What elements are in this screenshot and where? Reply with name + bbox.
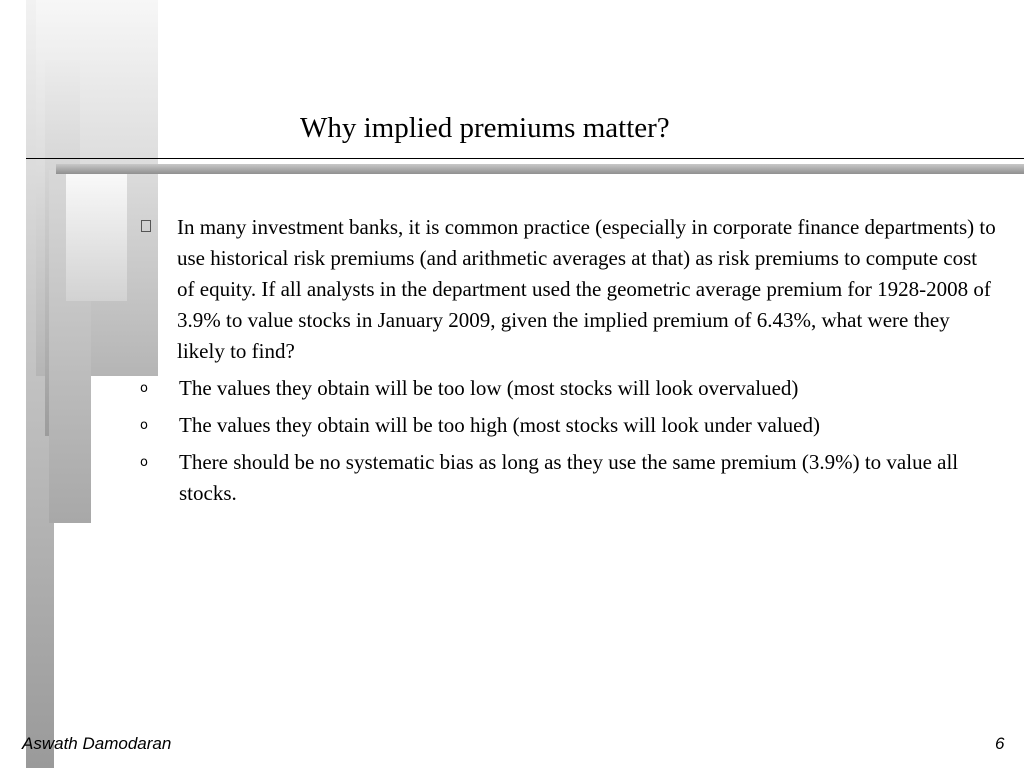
page-number: 6 [995,734,1005,753]
bullet-item-question [138,212,998,367]
bullet-text: There should be no systematic bias as long as they use the same premium (3.9%) to value all stocks. [179,450,959,505]
decorative-bar [66,170,127,301]
title-underline-bar [56,164,1024,174]
bullet-item-option-1 [138,373,998,404]
checkbox-bullet-icon [138,212,177,243]
bullet-text: The values they obtain will be too high (most stocks will look under valued) [179,413,820,437]
circle-bullet-icon: o [140,381,148,396]
title-divider [26,158,1024,159]
circle-bullet-icon: o [140,418,148,433]
circle-bullet-icon: o [140,455,148,470]
bullet-list [138,212,998,515]
bullet-text: The values they obtain will be too low (most stocks will look overvalued) [179,376,799,400]
slide-title: Why implied premiums matter? [300,112,670,144]
bullet-item-option-2 [138,410,998,441]
bullet-item-option-3 [138,447,998,509]
footer-author: Aswath Damodaran [22,734,172,753]
bullet-text: In many investment banks, it is common practice (especially in corporate finance departments) to use historical risk premiums (and arithmetic averages at that) as risk premiums to compute cost of equity. If all analysts in the department used the geometric average premium for 1928-2008 of 3.9% to value stocks in January 2009, given the implied premium of 6.43%, what were they likely to find? [177,215,996,363]
